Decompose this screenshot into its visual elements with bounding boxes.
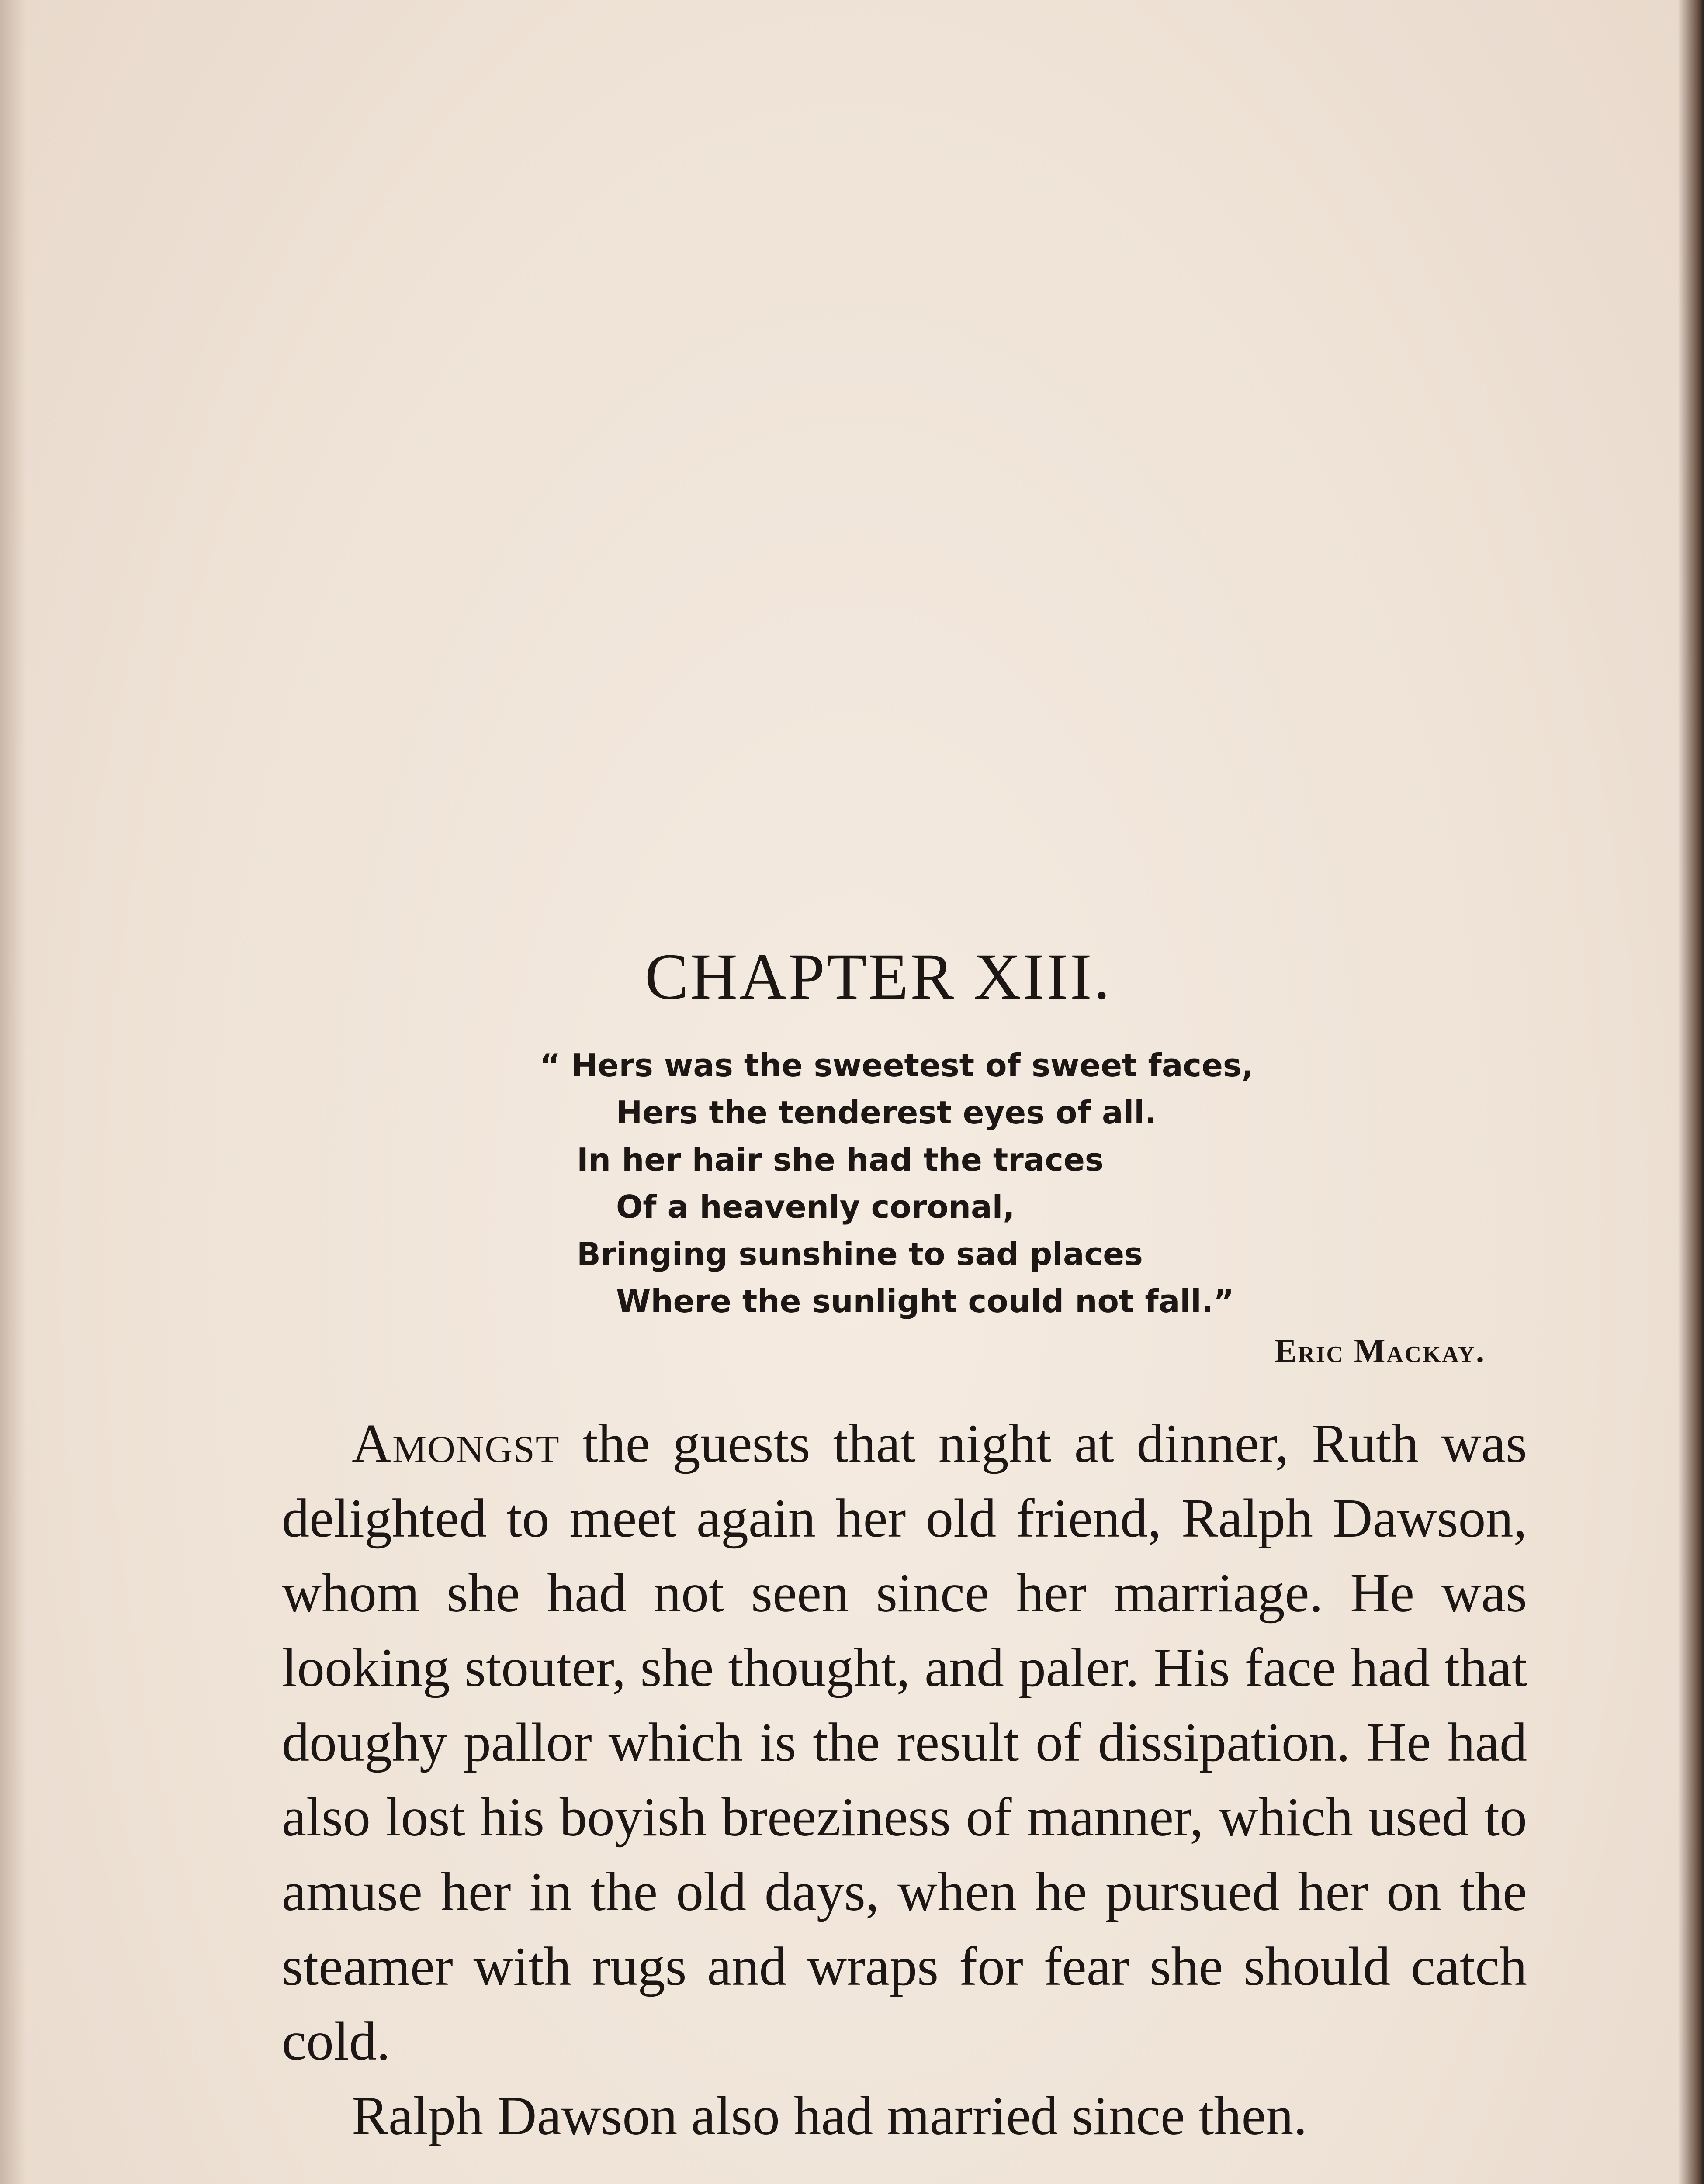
paragraph-lead-word: Amongst (352, 1413, 560, 1474)
chapter-title: CHAPTER XIII. (644, 940, 1112, 1013)
epigraph (540, 1042, 1494, 1325)
epigraph-line: In her hair she had the traces (577, 1141, 1104, 1178)
body-text (282, 1406, 1527, 2153)
epigraph-line: Hers the tenderest eyes of all. (616, 1094, 1157, 1131)
right-page-edge (1678, 0, 1704, 2184)
epigraph-line: Bringing sunshine to sad places (577, 1236, 1143, 1272)
paragraph-text: the guests that night at dinner, Ruth was delighted to meet again her old friend, Ralph Dawson, whom she had not seen since her marriage. He was looking stouter, she thought, and paler. His face had that doughy pallor which is the result of dissipation. He had also lost his boyish breeziness of manner, which used to amuse her in the old days, when he pursued her on the steamer with rugs and wraps for fear she should catch cold. (282, 1413, 1527, 2072)
paragraph: Ralph Dawson also had married since then. (352, 2086, 1307, 2146)
epigraph-line: “ Hers was the sweetest of sweet faces, (540, 1047, 1254, 1084)
paragraph (282, 1406, 1527, 2079)
epigraph-line: Where the sunlight could not fall.” (616, 1283, 1234, 1320)
epigraph-attribution: Eric Mackay. (1274, 1333, 1486, 1369)
epigraph-line: Of a heavenly coronal, (616, 1189, 1015, 1225)
left-page-edge (0, 0, 26, 2184)
